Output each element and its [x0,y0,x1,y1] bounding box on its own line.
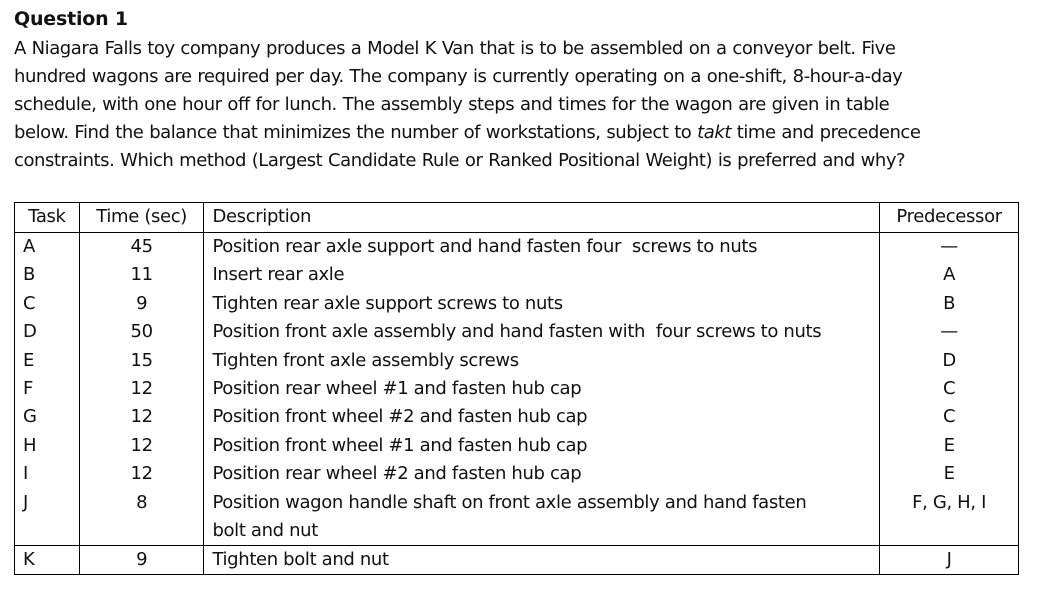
cell-description: Tighten bolt and nut [204,545,880,574]
question-heading: Question 1 [14,8,128,30]
cell-task: J [15,489,80,546]
cell-time: 11 [79,261,204,289]
cell-predecessor: B [880,290,1019,318]
cell-description: Insert rear axle [204,261,880,289]
cell-time: 12 [79,432,204,460]
cell-time: 8 [79,489,204,546]
cell-task: K [15,545,80,574]
cell-task: I [15,460,80,488]
table-row [15,347,1019,375]
paragraph-text: below. Find the balance that minimizes the number of workstations, subject to [14,122,692,143]
cell-task: G [15,403,80,431]
paragraph-line [14,119,1014,147]
description-line-2: bolt and nut [212,519,318,541]
cell-task: A [15,233,80,262]
cell-time: 15 [79,347,204,375]
question-paragraph [14,35,1014,175]
table-row [15,460,1019,488]
header-task: Task [15,203,80,233]
table-row [15,375,1019,403]
takt-emphasis: takt [697,122,731,143]
cell-description: Position rear axle support and hand fasten four screws to nuts [204,233,880,262]
table-row [15,403,1019,431]
header-description: Description [204,203,880,233]
header-time: Time (sec) [79,203,204,233]
cell-time: 12 [79,403,204,431]
table-header-row [15,203,1019,233]
cell-predecessor: E [880,460,1019,488]
cell-predecessor: A [880,261,1019,289]
cell-description: Position front axle assembly and hand fasten with four screws to nuts [204,318,880,346]
cell-time: 12 [79,375,204,403]
header-predecessor: Predecessor [880,203,1019,233]
table-row [15,489,1019,546]
table-row [15,545,1019,574]
description-line-1: Position wagon handle shaft on front axle assembly and hand fasten [212,491,807,513]
cell-task: B [15,261,80,289]
cell-description: Position rear wheel #1 and fasten hub cap [204,375,880,403]
table-row [15,233,1019,262]
paragraph-line: hundred wagons are required per day. The company is currently operating on a one-shift, 8-hour-a-day [14,66,903,87]
paragraph-line: constraints. Which method (Largest Candidate Rule or Ranked Positional Weight) is preferred and why? [14,150,906,171]
cell-description: Position front wheel #1 and fasten hub cap [204,432,880,460]
cell-time: 50 [79,318,204,346]
cell-predecessor: D [880,347,1019,375]
cell-time: 12 [79,460,204,488]
cell-predecessor: C [880,403,1019,431]
table-row [15,290,1019,318]
cell-description: Position rear wheel #2 and fasten hub cap [204,460,880,488]
cell-description [204,489,880,546]
cell-predecessor: F, G, H, I [880,489,1019,546]
cell-task: D [15,318,80,346]
cell-predecessor: J [880,545,1019,574]
paragraph-text: time and precedence [736,122,921,143]
cell-predecessor: — [880,233,1019,262]
cell-task: H [15,432,80,460]
cell-description: Position front wheel #2 and fasten hub cap [204,403,880,431]
task-table [14,202,1019,575]
paragraph-line: schedule, with one hour off for lunch. The assembly steps and times for the wagon are given in table [14,94,890,115]
table-row [15,432,1019,460]
table-row [15,261,1019,289]
cell-time: 9 [79,545,204,574]
cell-time: 45 [79,233,204,262]
cell-task: E [15,347,80,375]
cell-predecessor: — [880,318,1019,346]
cell-description: Tighten front axle assembly screws [204,347,880,375]
cell-task: F [15,375,80,403]
cell-description: Tighten rear axle support screws to nuts [204,290,880,318]
paragraph-line: A Niagara Falls toy company produces a Model K Van that is to be assembled on a conveyor belt. Five [14,38,896,59]
table-row [15,318,1019,346]
cell-predecessor: C [880,375,1019,403]
cell-task: C [15,290,80,318]
cell-predecessor: E [880,432,1019,460]
cell-time: 9 [79,290,204,318]
